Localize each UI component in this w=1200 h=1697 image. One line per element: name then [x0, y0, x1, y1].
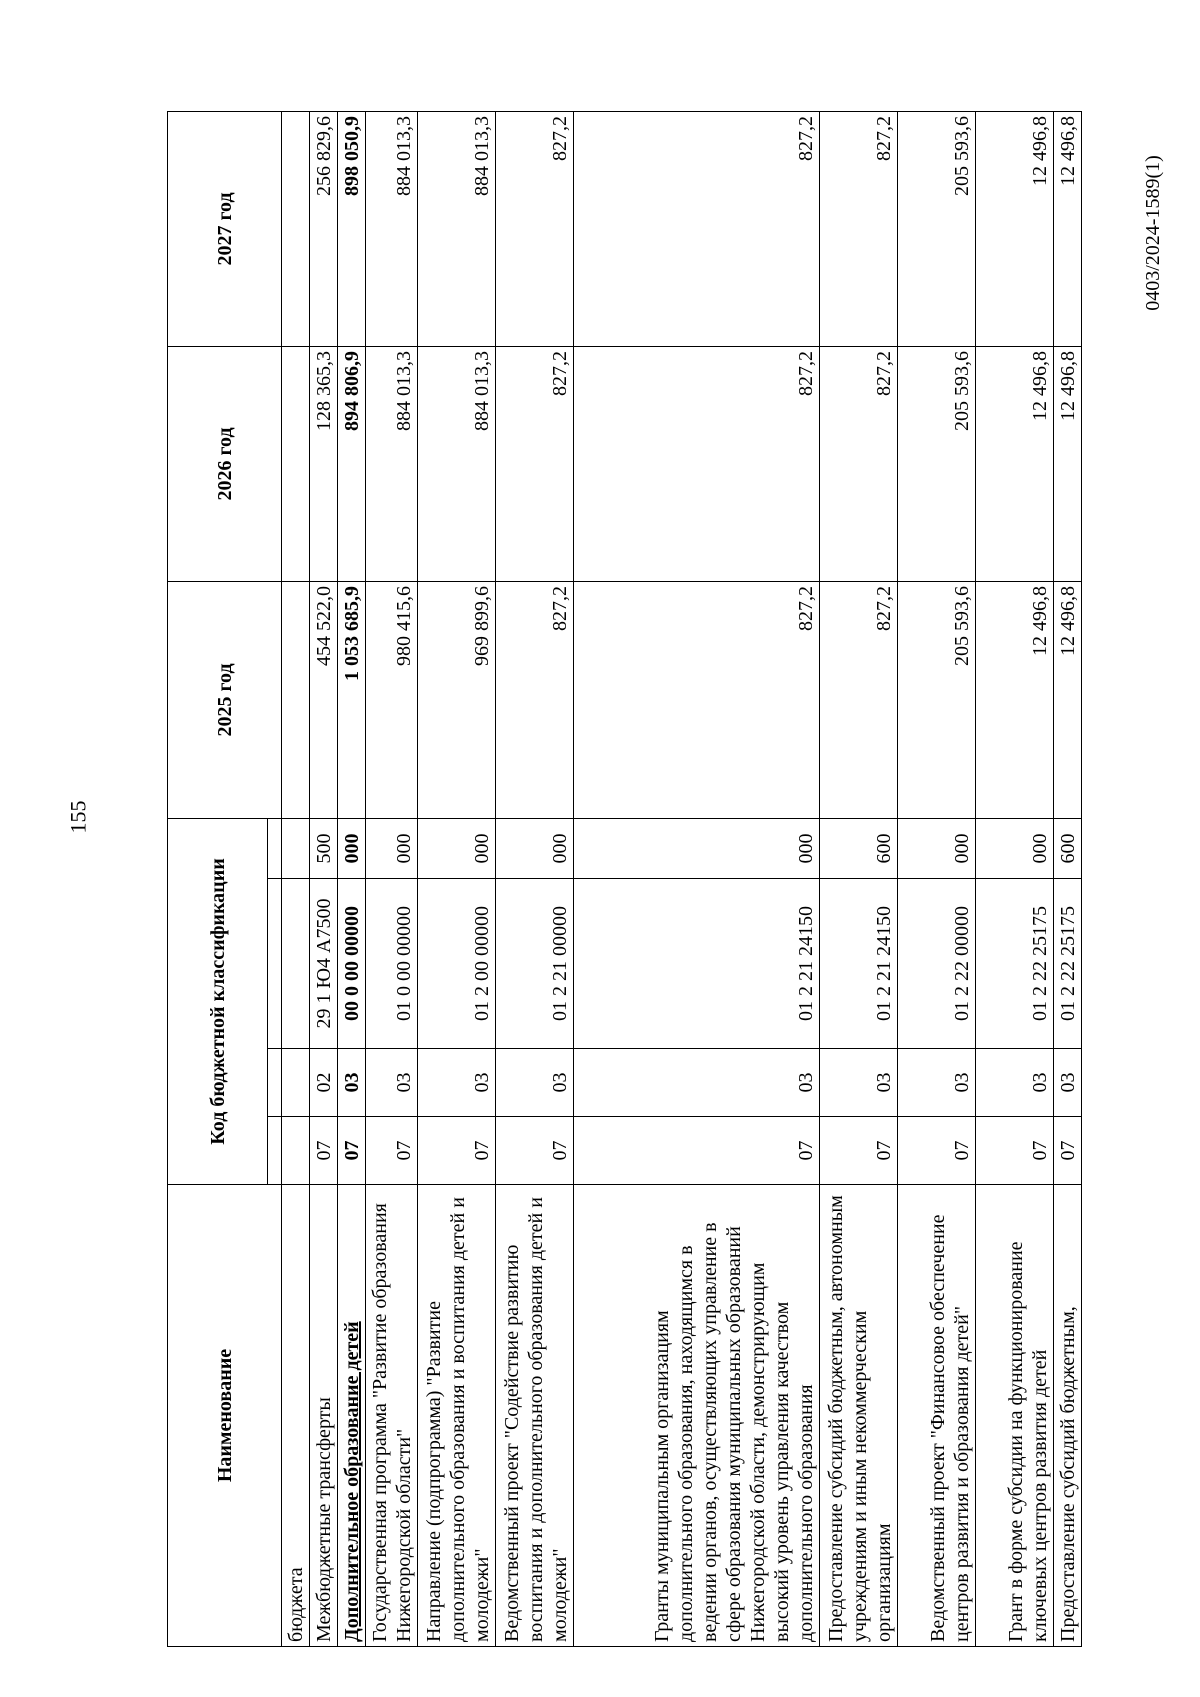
document-code: 0403/2024-1589(1) — [1141, 155, 1164, 311]
row-value-2026: 894 806,9 — [338, 346, 366, 581]
row-code-c: 01 2 22 25175 — [976, 879, 1054, 1049]
row-name: Предоставление субсидий бюджетным, автономным учреждениям и иным некоммерческим организациям — [820, 1185, 898, 1647]
row-value-2025: 969 899,6 — [418, 581, 496, 818]
table-row — [282, 111, 310, 1646]
row-code-d: 000 — [898, 818, 976, 878]
row-code-a: 07 — [366, 1117, 418, 1185]
row-value-2026: 12 496,8 — [1054, 346, 1082, 581]
table-row-section — [338, 111, 366, 1646]
row-value-2026: 827,2 — [496, 346, 574, 581]
row-code-c: 01 2 21 00000 — [496, 879, 574, 1049]
row-value-2026: 884 013,3 — [366, 346, 418, 581]
row-name: Гранты муниципальным организациям дополнительного образования, находящимся в ведении органов, осуществляющих управление в сфере образования муниципальных образований Нижегородской области, демонстрирующим высокий уровень управления качеством дополнительного образования — [574, 1185, 820, 1647]
row-code-b: 02 — [310, 1049, 338, 1117]
row-code-c: 01 0 00 00000 — [366, 879, 418, 1049]
row-code-a: 07 — [574, 1117, 820, 1185]
row-value-2026: 12 496,8 — [976, 346, 1054, 581]
row-value-2026: 884 013,3 — [418, 346, 496, 581]
row-code-b — [282, 1049, 310, 1117]
row-code-b: 03 — [496, 1049, 574, 1117]
row-code-b: 03 — [418, 1049, 496, 1117]
row-value-2027: 12 496,8 — [976, 111, 1054, 346]
row-code-b: 03 — [338, 1049, 366, 1117]
header-2026: 2026 год — [168, 346, 282, 581]
row-code-d: 000 — [338, 818, 366, 878]
table-row — [1054, 111, 1082, 1646]
row-code-a: 07 — [820, 1117, 898, 1185]
row-value-2025: 12 496,8 — [976, 581, 1054, 818]
row-code-d: 500 — [310, 818, 338, 878]
table-row — [366, 111, 418, 1646]
header-2027: 2027 год — [168, 111, 282, 346]
row-code-d: 000 — [574, 818, 820, 878]
table-row — [976, 111, 1054, 1646]
row-value-2025: 1 053 685,9 — [338, 581, 366, 818]
row-value-2027 — [282, 111, 310, 346]
row-code-d: 000 — [976, 818, 1054, 878]
row-code-b: 03 — [898, 1049, 976, 1117]
row-name: Предоставление субсидий бюджетным, — [1054, 1185, 1082, 1647]
row-code-c: 00 0 00 00000 — [338, 879, 366, 1049]
row-value-2025: 205 593,6 — [898, 581, 976, 818]
header-sub-blank — [268, 818, 282, 878]
row-code-a: 07 — [1054, 1117, 1082, 1185]
row-value-2026: 827,2 — [574, 346, 820, 581]
row-name: Ведомственный проект "Содействие развитию воспитания и дополнительного образования детей и молодежи" — [496, 1185, 574, 1647]
row-name: Грант в форме субсидии на функционирование ключевых центров развития детей — [976, 1185, 1054, 1647]
budget-table — [167, 111, 1082, 1647]
budget-table-rotated — [167, 112, 1079, 1647]
row-value-2027: 205 593,6 — [898, 111, 976, 346]
row-code-c: 01 2 21 24150 — [574, 879, 820, 1049]
row-code-b: 03 — [820, 1049, 898, 1117]
row-value-2025: 980 415,6 — [366, 581, 418, 818]
row-code-a: 07 — [496, 1117, 574, 1185]
table-row — [310, 111, 338, 1646]
row-value-2027: 827,2 — [574, 111, 820, 346]
row-value-2026: 205 593,6 — [898, 346, 976, 581]
row-code-a: 07 — [310, 1117, 338, 1185]
row-code-c: 01 2 00 00000 — [418, 879, 496, 1049]
row-value-2027: 256 829,6 — [310, 111, 338, 346]
row-code-c: 01 2 22 00000 — [898, 879, 976, 1049]
row-value-2025 — [282, 581, 310, 818]
row-value-2026: 827,2 — [820, 346, 898, 581]
header-sub-blank — [268, 879, 282, 1049]
row-code-d: 000 — [496, 818, 574, 878]
row-code-b: 03 — [574, 1049, 820, 1117]
table-row — [496, 111, 574, 1646]
row-value-2025: 12 496,8 — [1054, 581, 1082, 818]
row-code-b: 03 — [1054, 1049, 1082, 1117]
row-value-2027: 884 013,3 — [366, 111, 418, 346]
row-value-2025: 827,2 — [574, 581, 820, 818]
row-code-d: 000 — [366, 818, 418, 878]
row-code-b: 03 — [366, 1049, 418, 1117]
page-number: 155 — [65, 800, 91, 834]
row-name: Государственная программа "Развитие образования Нижегородской области" — [366, 1185, 418, 1647]
row-value-2027: 12 496,8 — [1054, 111, 1082, 346]
row-value-2025: 454 522,0 — [310, 581, 338, 818]
row-value-2026: 128 365,3 — [310, 346, 338, 581]
row-value-2027: 898 050,9 — [338, 111, 366, 346]
row-value-2027: 827,2 — [820, 111, 898, 346]
table-header-row — [168, 111, 268, 1646]
row-value-2027: 827,2 — [496, 111, 574, 346]
row-code-c: 01 2 22 25175 — [1054, 879, 1082, 1049]
row-code-d — [282, 818, 310, 878]
row-value-2026 — [282, 346, 310, 581]
row-name-text: Дополнительное образование детей — [341, 1321, 363, 1642]
row-name: Межбюджетные трансферты — [310, 1185, 338, 1647]
row-code-b: 03 — [976, 1049, 1054, 1117]
row-code-a — [282, 1117, 310, 1185]
table-row — [898, 111, 976, 1646]
row-code-a: 07 — [898, 1117, 976, 1185]
header-sub-blank — [268, 1049, 282, 1117]
table-row — [574, 111, 820, 1646]
row-name — [338, 1185, 366, 1647]
row-name: Ведомственный проект "Финансовое обеспечение центров развития и образования детей" — [898, 1185, 976, 1647]
row-code-d: 600 — [1054, 818, 1082, 878]
row-value-2025: 827,2 — [496, 581, 574, 818]
row-code-a: 07 — [976, 1117, 1054, 1185]
row-code-c: 29 1 Ю4 А7500 — [310, 879, 338, 1049]
row-name: бюджета — [282, 1185, 310, 1647]
row-code-a: 07 — [338, 1117, 366, 1185]
row-code-d: 600 — [820, 818, 898, 878]
header-name: Наименование — [168, 1185, 282, 1647]
header-sub-blank — [268, 1117, 282, 1185]
row-code-d: 000 — [418, 818, 496, 878]
row-name: Направление (подпрограмма) "Развитие дополнительного образования и воспитания детей и молодежи" — [418, 1185, 496, 1647]
header-code: Код бюджетной классификации — [168, 818, 268, 1184]
header-2025: 2025 год — [168, 581, 282, 818]
row-value-2027: 884 013,3 — [418, 111, 496, 346]
row-value-2025: 827,2 — [820, 581, 898, 818]
table-row — [820, 111, 898, 1646]
table-row — [418, 111, 496, 1646]
row-code-c: 01 2 21 24150 — [820, 879, 898, 1049]
row-code-a: 07 — [418, 1117, 496, 1185]
row-code-c — [282, 879, 310, 1049]
